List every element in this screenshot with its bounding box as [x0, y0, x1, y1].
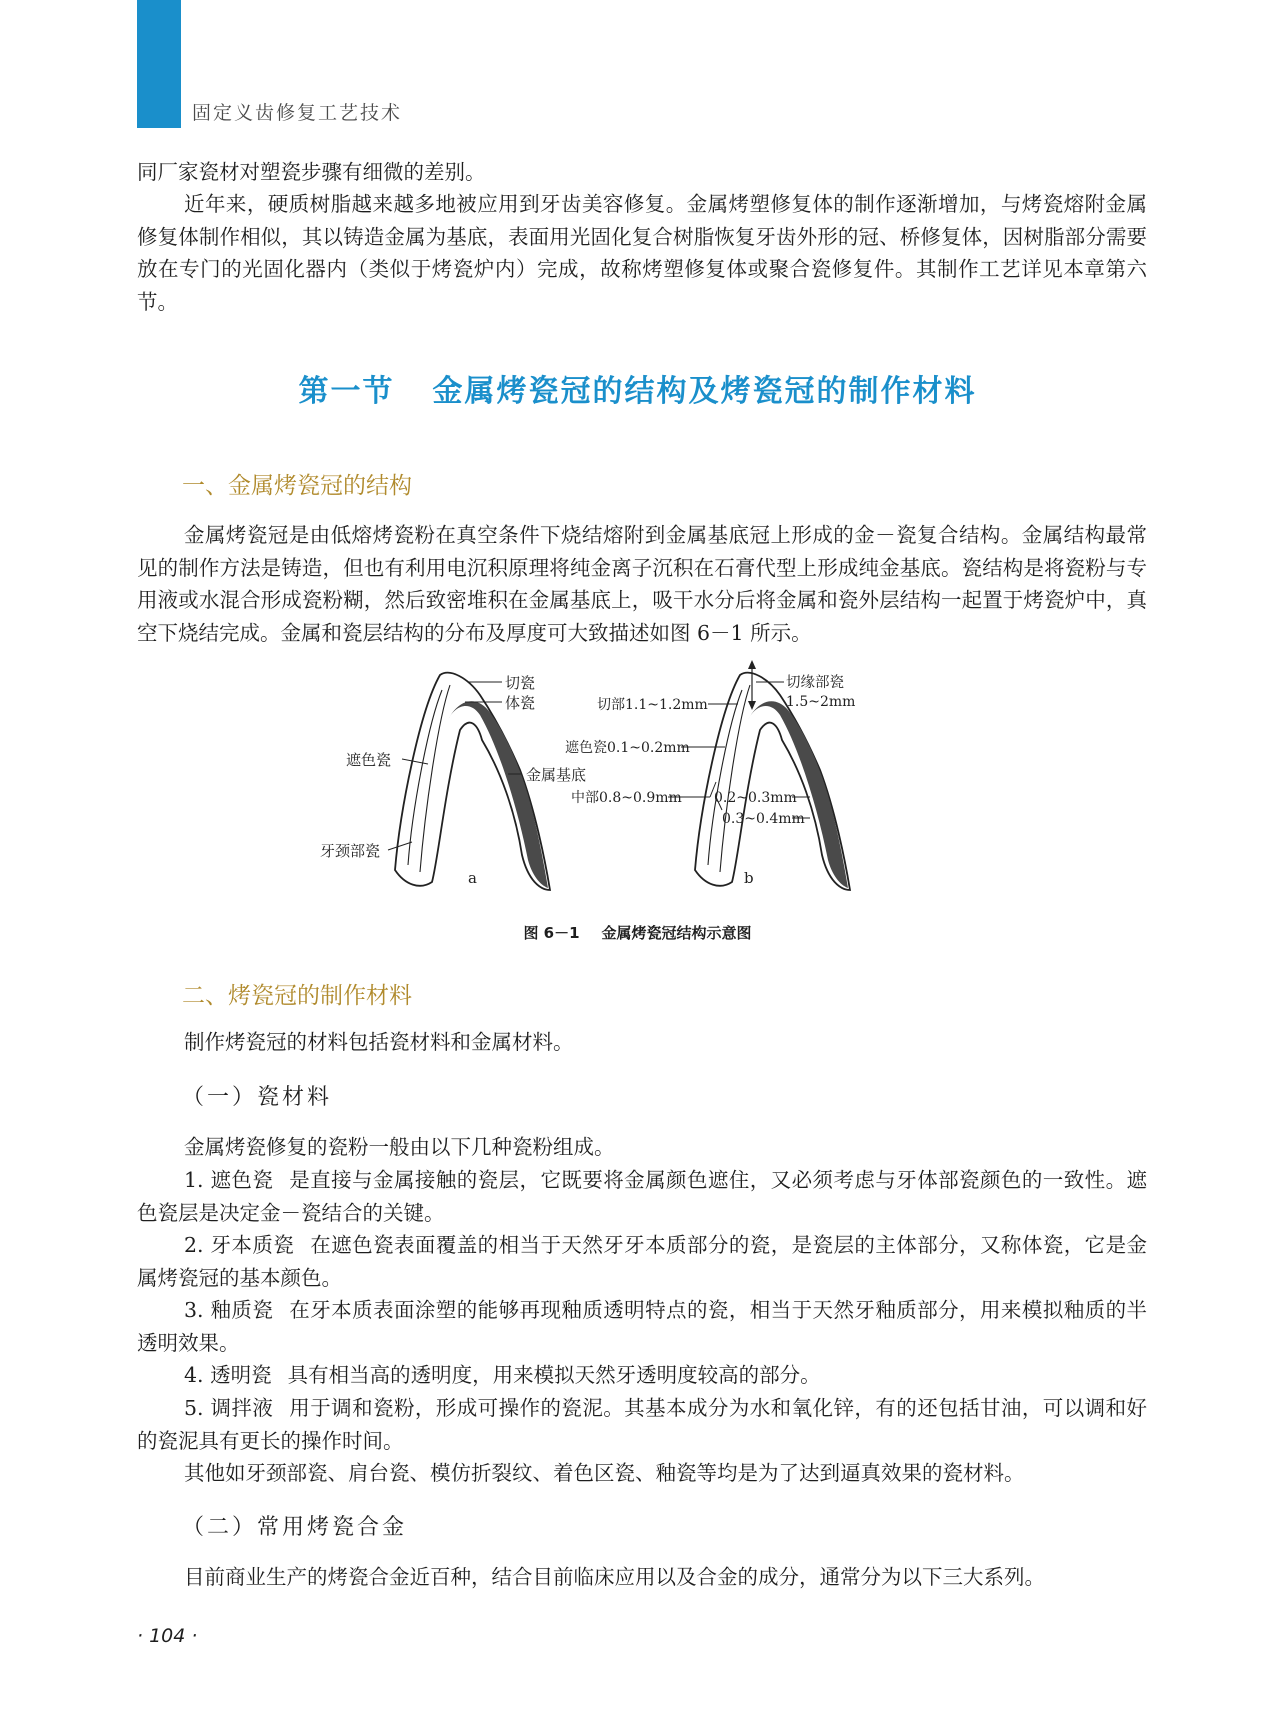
- porcelain-intro: 金属烤瓷修复的瓷粉一般由以下几种瓷粉组成。: [184, 1135, 615, 1159]
- list-item-text: 是直接与金属接触的瓷层，它既要将金属颜色遮住，又必须考虑与牙体部瓷颜色的一致性。遮色瓷层是决定金－瓷结合的关键。: [137, 1168, 1147, 1225]
- list-item-text: 在遮色瓷表面覆盖的相当于天然牙牙本质部分的瓷，是瓷层的主体部分，又称体瓷，它是金属烤瓷冠的基本颜色。: [137, 1233, 1148, 1290]
- intro-paragraph-1: 同厂家瓷材对塑瓷步骤有细微的差别。: [137, 160, 486, 184]
- list-item-term: 5. 调拌液: [184, 1396, 274, 1420]
- list-item-text: 具有相当高的透明度，用来模拟天然牙透明度较高的部分。: [287, 1363, 821, 1387]
- figure-caption: [0, 922, 1275, 943]
- other-porcelain-paragraph: 其他如牙颈部瓷、肩台瓷、模仿折裂纹、着色区瓷、釉瓷等均是为了达到逼真效果的瓷材料。: [184, 1461, 1025, 1485]
- part1-paragraph: 金属烤瓷冠是由低熔烤瓷粉在真空条件下烧结熔附到金属基底冠上形成的金－瓷复合结构。金属结构最常见的制作方法是铸造，但也有利用电沉积原理将纯金离子沉积在石膏代型上形成纯金基底。瓷结构是将瓷粉与专用液或水混合形成瓷粉糊，然后致密堆积在金属基底上，吸干水分后将金属和瓷外层结构一起置于烤瓷炉中，真空下烧结完成。金属和瓷层结构的分布及厚度可大致描述如图 6－1 所示。: [137, 523, 1147, 645]
- label-cervical-porcelain: 牙颈部瓷: [320, 842, 381, 860]
- label-diagram-b: b: [744, 869, 754, 887]
- label-incisal-thickness: 切部1.1~1.2mm: [597, 697, 708, 713]
- subsection-alloys: （二）常用烤瓷合金: [182, 1515, 408, 1540]
- label-metal-thickness-1: 0.2~0.3mm: [714, 790, 797, 806]
- list-item: [137, 1392, 1147, 1457]
- part2-intro: 制作烤瓷冠的材料包括瓷材料和金属材料。: [184, 1030, 574, 1054]
- list-item-term: 4. 透明瓷: [184, 1363, 272, 1387]
- subsection-porcelain-materials: （一）瓷材料: [182, 1085, 333, 1110]
- list-item-term: 3. 釉质瓷: [184, 1298, 274, 1322]
- list-item-text: 用于调和瓷粉，形成可操作的瓷泥。其基本成分为水和氧化锌，有的还包括甘油，可以调和好的瓷泥具有更长的操作时间。: [137, 1396, 1147, 1453]
- section-title-text: 金属烤瓷冠的结构及烤瓷冠的制作材料: [432, 374, 977, 409]
- header-color-bar: [137, 0, 181, 128]
- label-diagram-a: a: [468, 869, 477, 887]
- intro-paragraph-2: 近年来，硬质树脂越来越多地被应用到牙齿美容修复。金属烤塑修复体的制作逐渐增加，与烤瓷熔附金属修复体制作相似，其以铸造金属为基底，表面用光固化复合树脂恢复牙齿外形的冠、桥修复体，因树脂部分需要放在专门的光固化器内（类似于烤瓷炉内）完成，故称烤塑修复体或聚合瓷修复件。其制作工艺详见本章第六节。: [137, 192, 1147, 314]
- list-item: [137, 1164, 1147, 1229]
- list-item: [137, 1359, 1147, 1392]
- label-middle-thickness: 中部0.8~0.9mm: [571, 790, 682, 806]
- list-item: [137, 1294, 1147, 1359]
- crown-structure-figure: [320, 660, 940, 930]
- label-opaque-thickness: 遮色瓷0.1~0.2mm: [565, 740, 690, 756]
- label-metal-base: 金属基底: [526, 766, 587, 784]
- label-metal-thickness-2: 0.3~0.4mm: [722, 811, 805, 827]
- section-number: 第一节: [298, 374, 395, 409]
- crown-a-metal-base: [448, 701, 548, 888]
- part2-heading: 二、烤瓷冠的制作材料: [182, 983, 412, 1009]
- arrow-up-icon: [748, 660, 756, 669]
- label-incisal-porcelain: 切瓷: [505, 674, 536, 692]
- label-incisal-edge-porcelain: 切缘部瓷: [786, 675, 844, 691]
- alloys-paragraph: 目前商业生产的烤瓷合金近百种，结合目前临床应用以及合金的成分，通常分为以下三大系列。: [184, 1565, 1045, 1589]
- figure-caption-text: 金属烤瓷冠结构示意图: [601, 924, 752, 942]
- label-incisal-edge-range: 1.5~2mm: [786, 694, 856, 710]
- running-header-title: 固定义齿修复工艺技术: [192, 102, 403, 124]
- part1-heading: 一、金属烤瓷冠的结构: [182, 473, 412, 499]
- page-number: · 104 ·: [137, 1625, 198, 1647]
- list-item-term: 2. 牙本质瓷: [184, 1233, 295, 1257]
- list-item: [137, 1229, 1147, 1294]
- list-item-term: 1. 遮色瓷: [184, 1168, 274, 1192]
- label-opaque-porcelain-a: 遮色瓷: [346, 751, 392, 769]
- section-title: [0, 366, 1275, 410]
- list-item-text: 在牙本质表面涂塑的能够再现釉质透明特点的瓷，相当于天然牙釉质部分，用来模拟釉质的半透明效果。: [137, 1298, 1147, 1355]
- figure-caption-number: 图 6－1: [523, 924, 580, 942]
- label-body-porcelain: 体瓷: [505, 694, 536, 712]
